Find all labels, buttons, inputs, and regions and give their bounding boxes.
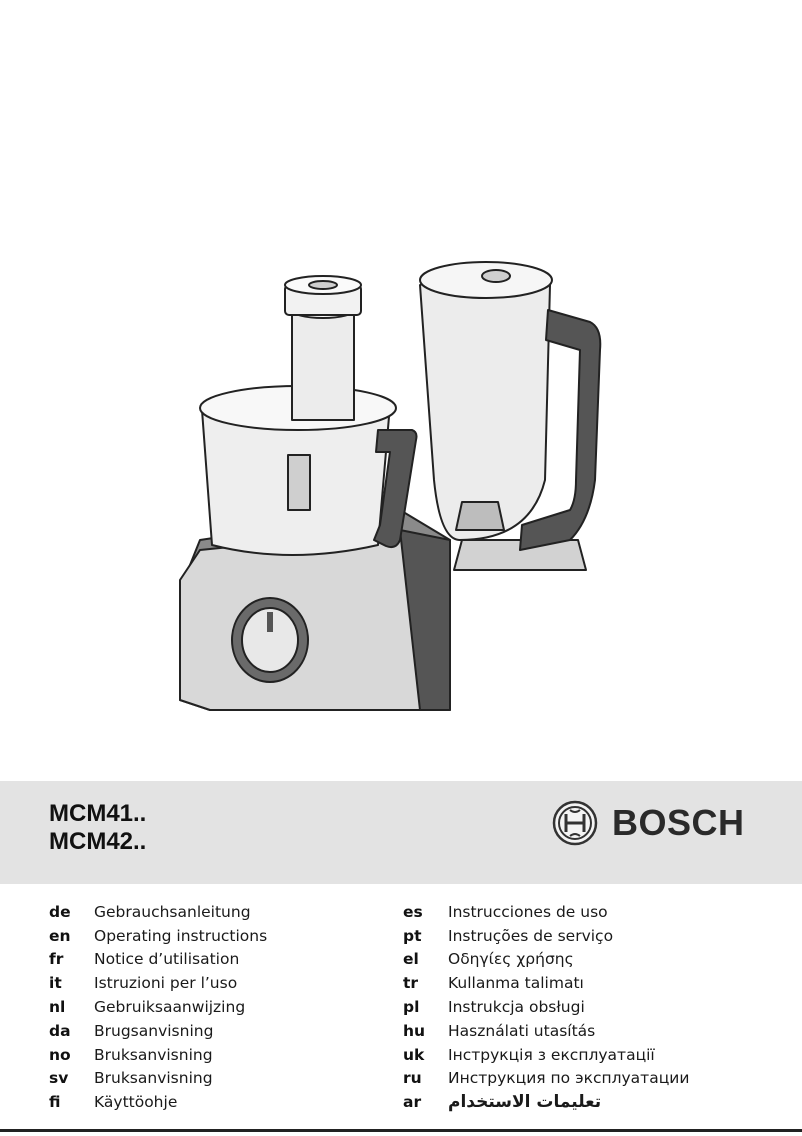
language-code: da <box>49 1021 71 1040</box>
language-code: uk <box>403 1045 425 1064</box>
language-code: it <box>49 974 62 993</box>
language-row <box>49 1090 267 1114</box>
language-title: Käyttöohje <box>94 1093 178 1112</box>
language-row <box>49 971 267 995</box>
brand-name: BOSCH <box>612 802 745 843</box>
language-code: fi <box>49 1093 61 1112</box>
language-title: Инструкция по эксплуатации <box>448 1069 690 1088</box>
language-row <box>49 1043 267 1067</box>
language-title: Operating instructions <box>94 926 268 945</box>
language-title: Kullanma talimatı <box>448 974 584 993</box>
brand <box>552 800 745 846</box>
language-row <box>403 1067 689 1091</box>
language-title: Bruksanvisning <box>94 1045 213 1064</box>
bottom-rule <box>0 1129 802 1132</box>
language-title: Használati utasítás <box>448 1021 596 1040</box>
language-code: es <box>403 902 423 921</box>
language-title: تعليمات الاستخدام <box>448 1092 602 1113</box>
language-row <box>403 995 689 1019</box>
language-title: Instruções de serviço <box>448 926 614 945</box>
language-title: Інструкція з експлуатації <box>448 1045 655 1064</box>
language-row <box>403 1090 689 1114</box>
language-list-left <box>49 900 267 1114</box>
language-row <box>49 1019 267 1043</box>
language-title: Instrucciones de uso <box>448 902 608 921</box>
language-list-right <box>403 900 689 1114</box>
language-row <box>49 995 267 1019</box>
language-code: pt <box>403 926 422 945</box>
language-title: Istruzioni per l’uso <box>94 974 238 993</box>
language-title: Bruksanvisning <box>94 1069 213 1088</box>
language-title: Instrukcja obsługi <box>448 998 585 1017</box>
language-code: ru <box>403 1069 422 1088</box>
language-title: Gebruiksaanwijzing <box>94 998 246 1017</box>
language-code: el <box>403 950 419 969</box>
language-row <box>403 948 689 972</box>
language-row <box>403 900 689 924</box>
language-title: Οδηγίες χρήσης <box>448 950 574 969</box>
language-code: en <box>49 926 71 945</box>
product-illustration <box>150 240 650 740</box>
language-row <box>49 924 267 948</box>
language-code: no <box>49 1045 71 1064</box>
language-code: sv <box>49 1069 69 1088</box>
language-title: Notice d’utilisation <box>94 950 240 969</box>
language-row <box>49 1067 267 1091</box>
model-list <box>49 800 146 856</box>
language-code: de <box>49 902 71 921</box>
language-code: hu <box>403 1021 426 1040</box>
language-code: tr <box>403 974 419 993</box>
language-title: Gebrauchsanleitung <box>94 902 251 921</box>
language-code: fr <box>49 950 64 969</box>
language-row <box>403 1019 689 1043</box>
language-row <box>49 900 267 924</box>
language-code: nl <box>49 998 66 1017</box>
language-code: pl <box>403 998 420 1017</box>
language-code: ar <box>403 1093 422 1112</box>
language-row <box>403 971 689 995</box>
model-number: MCM42.. <box>49 828 147 855</box>
language-row <box>403 924 689 948</box>
language-title: Brugsanvisning <box>94 1021 214 1040</box>
language-row <box>49 948 267 972</box>
model-number: MCM41.. <box>49 800 147 827</box>
language-row <box>403 1043 689 1067</box>
bosch-armature-logo-icon <box>552 800 598 846</box>
